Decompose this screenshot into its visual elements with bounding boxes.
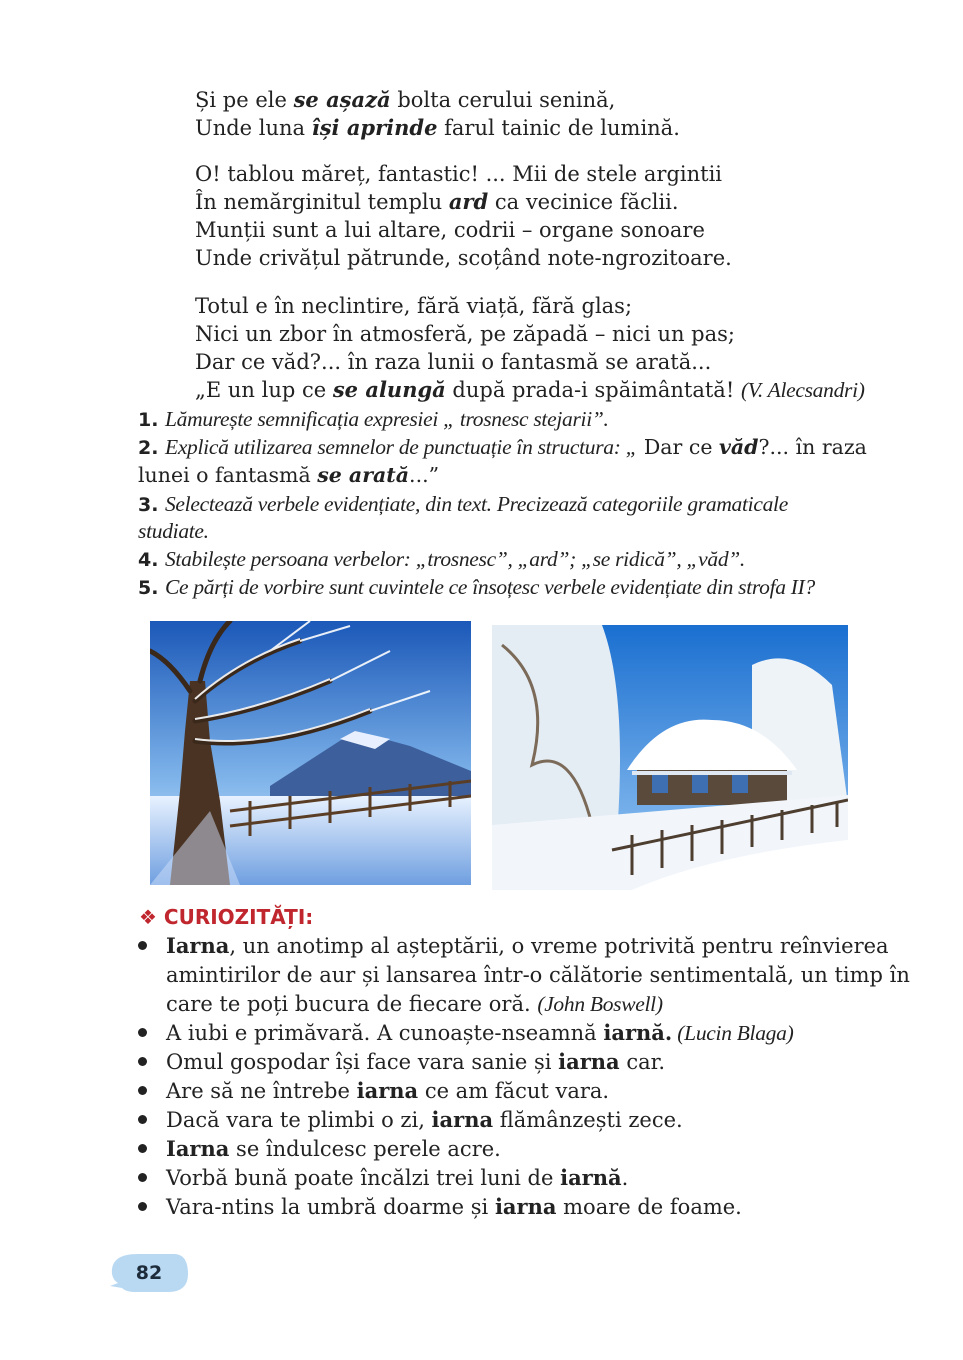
question-4: 4. Stabilește persoana verbelor: „trosnesc”, „ard”; „se ridică”, „văd”. [138, 547, 746, 571]
winter-photo-cottage [492, 625, 848, 890]
list-item: Iarna se îndulcesc perele acre. [166, 1136, 501, 1161]
list-item: Vara-ntins la umbră doarme și iarna moare de foame. [166, 1194, 742, 1219]
question-1: 1. Lămurește semnificația expresiei „ trosnesc stejarii”. [138, 407, 609, 431]
poem-line: Dar ce văd?... în raza lunii o fantasmă se arată... [195, 350, 712, 374]
list-item: A iubi e primăvară. A cunoaște-nseamnă iarnă. (Lucin Blaga) [166, 1020, 794, 1045]
bullet-icon [138, 941, 147, 950]
poem-line: Nici un zbor în atmosferă, pe zăpadă – nici un pas; [195, 322, 735, 346]
list-item-cont: amintirilor de aur și lansarea într-o călătorie sentimentală, un timp în [166, 963, 910, 987]
bullet-icon [138, 1057, 147, 1066]
poem-line: Totul e în neclintire, fără viață, fără glas; [195, 294, 633, 318]
poem-line: Unde crivățul pătrunde, scoțând note-ngrozitoare. [195, 246, 732, 270]
poem-line: Munții sunt a lui altare, codrii – organe sonoare [195, 218, 705, 242]
bullet-icon [138, 1202, 147, 1211]
list-item: Vorbă bună poate încălzi trei luni de iarnă. [166, 1165, 629, 1190]
question-2: 2. Explică utilizarea semnelor de punctuație în structura: „ Dar ce văd?... în raza [138, 435, 867, 459]
question-5: 5. Ce părți de vorbire sunt cuvintele ce însoțesc verbele evidențiate din strofa II? [138, 575, 815, 599]
poem-line: Unde luna își aprinde farul tainic de lumină. [195, 115, 680, 140]
bullet-icon [138, 1144, 147, 1153]
poem-line: O! tablou măreț, fantastic! ... Mii de stele argintii [195, 162, 722, 186]
winter-photo-tree [150, 621, 471, 885]
list-item: Omul gospodar își face vara sanie și iarna car. [166, 1049, 666, 1074]
bullet-icon [138, 1028, 147, 1037]
page-number-badge [108, 1250, 190, 1296]
diamond-icon: ❖ [139, 905, 157, 929]
list-item: Iarna, un anotimp al așteptării, o vreme potrivită pentru reînvierea [166, 933, 889, 958]
question-3: 3. Selectează verbele evidențiate, din text. Precizează categoriile gramaticale [138, 492, 788, 516]
poem-line: Și pe ele se așază bolta cerului senină, [195, 87, 616, 112]
question-2-cont: lunei o fantasmă se arată...” [138, 463, 440, 487]
poem-author: (V. Alecsandri) [740, 378, 865, 402]
list-item-cont: care te poți bucura de fiecare oră. (John Boswell) [166, 992, 663, 1016]
bullet-icon [138, 1115, 147, 1124]
page-number: 82 [135, 1262, 163, 1284]
bullet-icon [138, 1173, 147, 1182]
question-3-cont: studiate. [138, 519, 209, 543]
poem-line: „E un lup ce se alungă după prada-i spăimântată! (V. Alecsandri) [195, 377, 865, 402]
curiozitati-heading: ❖ CURIOZITĂȚI: [139, 905, 314, 929]
poem-line: În nemărginitul templu ard ca vecinice făclii. [195, 189, 679, 214]
list-item: Dacă vara te plimbi o zi, iarna flămânzești zece. [166, 1107, 683, 1132]
bullet-icon [138, 1086, 147, 1095]
list-item: Are să ne întrebe iarna ce am făcut vara. [166, 1078, 610, 1103]
